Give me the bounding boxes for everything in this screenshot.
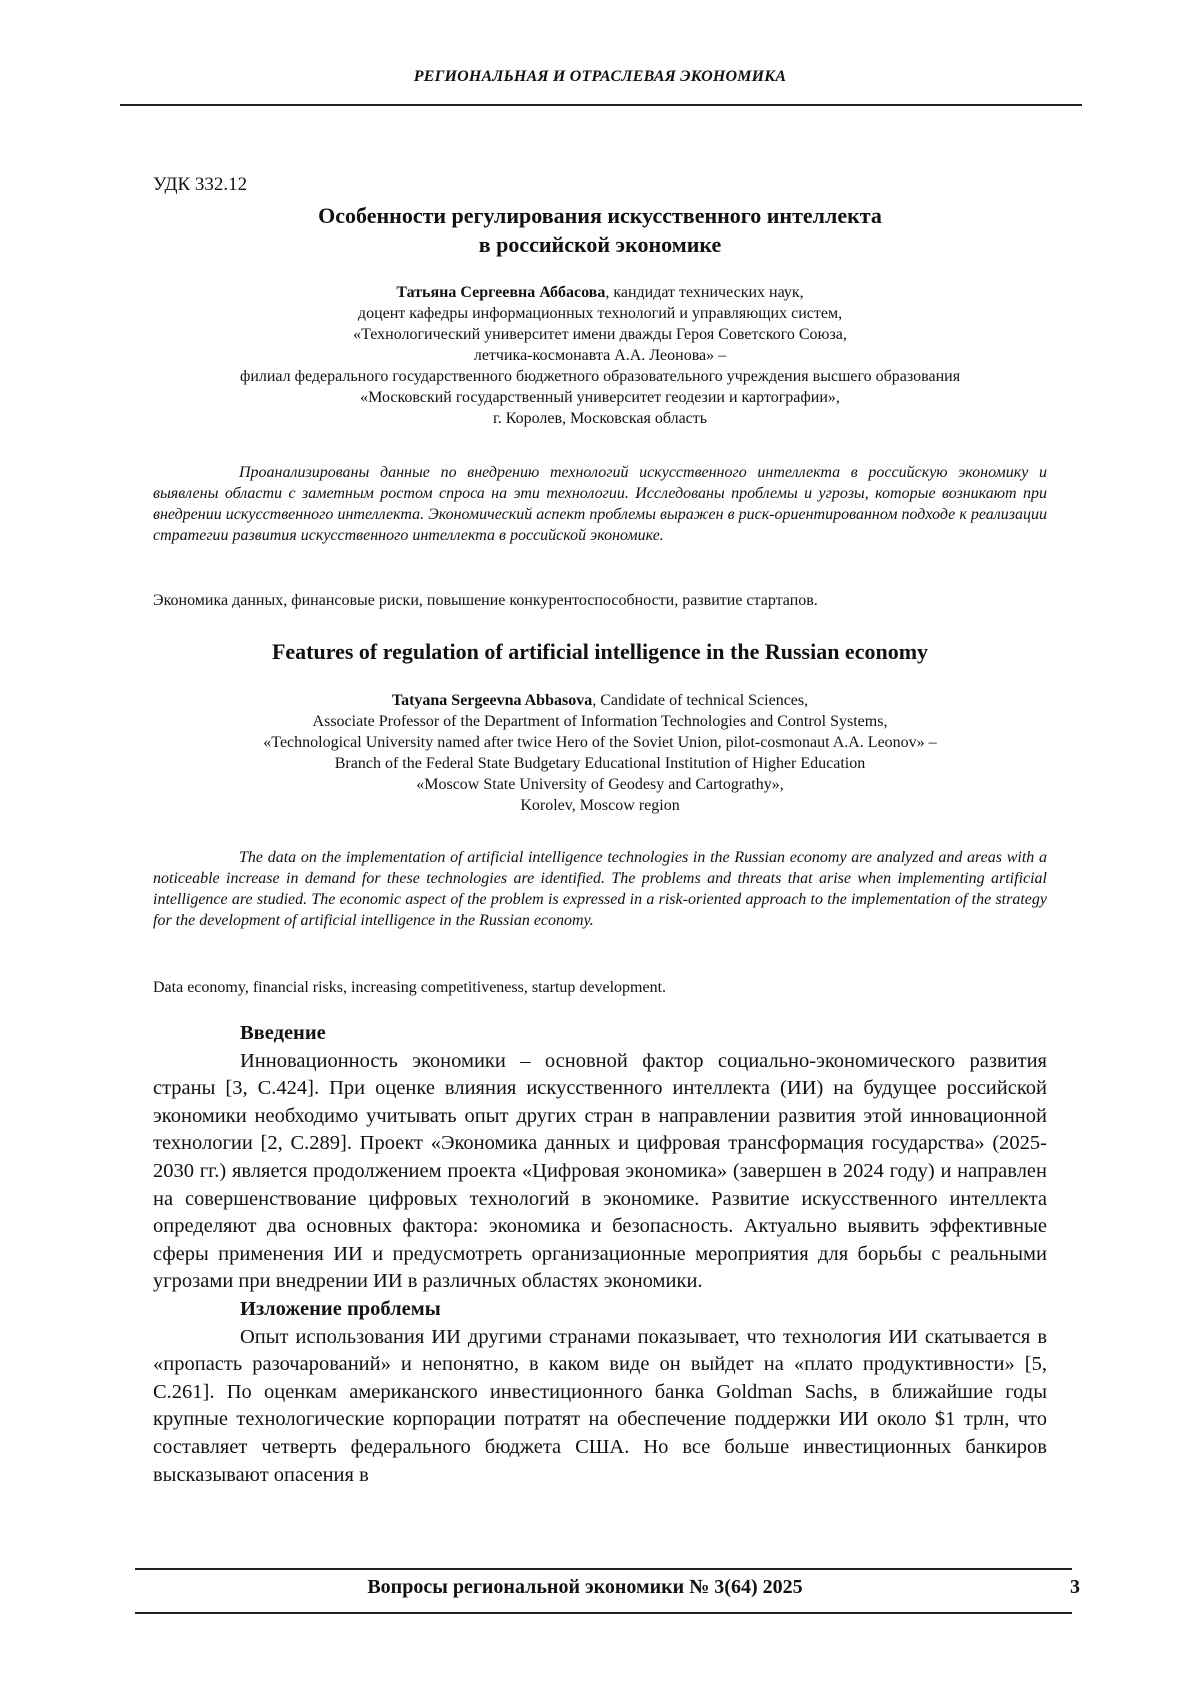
title-ru-line-1: Особенности регулирования искусственного интеллекта xyxy=(318,203,882,228)
keywords-ru: Экономика данных, финансовые риски, повышение конкурентоспособности, развитие стартапов. xyxy=(153,592,818,609)
affiliation-line: «Technological University named after twice Hero of the Soviet Union, pilot-cosmonaut A.A. Leonov» – xyxy=(263,734,937,751)
journal-citation: Вопросы региональной экономики № 3(64) 2025 xyxy=(367,1576,803,1598)
author-line-ru xyxy=(140,282,1060,303)
footer-rule-bottom xyxy=(135,1612,1072,1614)
author-affiliation-en xyxy=(140,690,1060,816)
page-number: 3 xyxy=(1070,1576,1080,1598)
article-title-ru xyxy=(150,201,1050,259)
section-heading-problem: Изложение проблемы xyxy=(240,1297,441,1320)
abstract-ru: Проанализированы данные по внедрению технологий искусственного интеллекта в российскую экономику и выявлены области с заметным ростом спроса на эти технологии. Исследованы проблемы и угрозы, которые возникают при внедрении искусственного интеллекта. Экономический аспект проблемы выражен в риск-ориентированном подходе к реализации стратегии развития искусственного интеллекта в российской экономике. xyxy=(153,464,1047,544)
author-degree-ru: , кандидат технических наук, xyxy=(605,284,804,301)
title-ru-line-2: в российской экономике xyxy=(478,232,722,257)
affiliation-line: г. Королев, Московская область xyxy=(492,410,708,427)
header-rule xyxy=(120,104,1082,106)
author-affiliation-ru xyxy=(140,282,1060,429)
running-head: РЕГИОНАЛЬНАЯ И ОТРАСЛЕВАЯ ЭКОНОМИКА xyxy=(413,68,787,85)
article-title-en: Features of regulation of artificial intelligence in the Russian economy xyxy=(271,639,929,664)
paragraph-intro: Инновационность экономики – основной фактор социально-экономического развития страны [3, С.424]. При оценке влияния искусственного интеллекта (ИИ) на будущее российской экономики необходимо учитывать опыт других стран в направлении развития этой инновационной технологии [2, С.289]. Проект «Экономика данных и цифровая трансформация государства» (2025-2030 гг.) является продолжением проекта «Цифровая экономика» (завершен в 2024 году) и направлен на совершенствование цифровых технологий в экономике. Развитие искусственного интеллекта определяют два основных фактора: экономика и безопасность. Актуально выявить эффективные сферы применения ИИ и предусмотреть организационные мероприятия для борьбы с реальными угрозами при внедрении ИИ в различных областях экономики. xyxy=(153,1049,1047,1293)
abstract-en: The data on the implementation of artificial intelligence technologies in the Russian economy are analyzed and areas with a noticeable increase in demand for these technologies are identified. The problems and threats that arise when implementing artificial intelligence are studied. The economic aspect of the problem is expressed in a risk-oriented approach to the implementation of the strategy for the development of artificial intelligence in the Russian economy. xyxy=(153,849,1047,929)
author-line-en xyxy=(140,690,1060,711)
affiliation-line: Associate Professor of the Department of Information Technologies and Control Systems, xyxy=(312,713,888,730)
keywords-en: Data economy, financial risks, increasing competitiveness, startup development. xyxy=(153,979,667,996)
author-name-en: Tatyana Sergeevna Abbasova xyxy=(391,692,593,709)
author-degree-en: , Candidate of technical Sciences, xyxy=(592,692,809,709)
affiliation-line: «Moscow State University of Geodesy and Cartograthy», xyxy=(416,776,784,793)
author-name-ru: Татьяна Сергеевна Аббасова xyxy=(396,284,606,301)
affiliation-line: «Технологический университет имени дважды Героя Советского Союза, xyxy=(353,326,847,343)
article-body xyxy=(153,1020,1047,1489)
affiliation-line: доцент кафедры информационных технологий и управляющих систем, xyxy=(357,305,843,322)
affiliation-line: Branch of the Federal State Budgetary Educational Institution of Higher Education xyxy=(334,755,866,772)
paragraph-problem: Опыт использования ИИ другими странами показывает, что технология ИИ скатывается в «пропасть разочарований» и непонятно, в каком виде он выйдет на «плато продуктивности» [5, С.261]. По оценкам американского инвестиционного банка Goldman Sachs, в ближайшие годы крупные технологические корпорации потратят на обеспечение поддержки ИИ около $1 трлн, что составляет четверть федерального бюджета США. Но все больше инвестиционных банкиров высказывают опасения в xyxy=(153,1325,1047,1486)
affiliation-line: Korolev, Moscow region xyxy=(520,797,680,814)
affiliation-line: «Московский государственный университет геодезии и картографии», xyxy=(360,389,840,406)
footer-rule-top xyxy=(135,1568,1072,1570)
section-heading-intro: Введение xyxy=(240,1022,326,1044)
affiliation-line: летчика-космонавта А.А. Леонова» – xyxy=(473,347,727,364)
affiliation-line: филиал федерального государственного бюджетного образовательного учреждения высшего образования xyxy=(239,368,961,385)
udk-code: УДК 332.12 xyxy=(153,174,248,195)
